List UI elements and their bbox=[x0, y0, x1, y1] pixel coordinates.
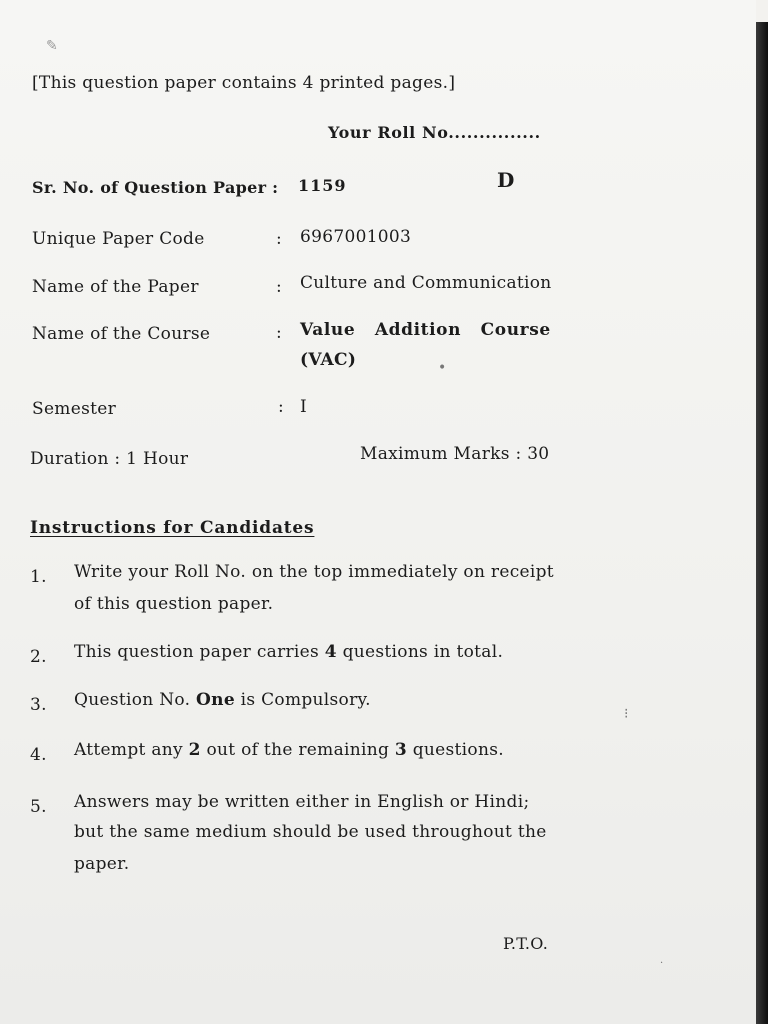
paper-code-colon: : bbox=[276, 229, 283, 249]
paper-name-label: Name of the Paper bbox=[32, 277, 199, 297]
ink-speck: ⁝ bbox=[624, 706, 629, 722]
course-name-value-line2: (VAC) bbox=[300, 350, 357, 370]
paper-name-value: Culture and Communication bbox=[300, 273, 552, 293]
paper-code-label: Unique Paper Code bbox=[32, 229, 205, 249]
roll-no-field: Your Roll No............... bbox=[328, 123, 541, 142]
instruction-number: 1. bbox=[30, 567, 47, 587]
instruction-line: Question No. One is Compulsory. bbox=[74, 690, 371, 710]
instruction-number: 4. bbox=[30, 745, 47, 765]
course-name-colon: : bbox=[276, 323, 283, 343]
instruction-line: This question paper carries 4 questions in total. bbox=[74, 642, 504, 662]
semester-colon: : bbox=[278, 397, 285, 417]
instructions-heading: Instructions for Candidates bbox=[30, 518, 315, 538]
sr-no-label: Sr. No. of Question Paper : bbox=[32, 178, 279, 197]
ink-dot: • bbox=[438, 360, 447, 376]
paper-name-colon: : bbox=[276, 277, 283, 297]
instruction-number: 2. bbox=[30, 647, 47, 667]
semester-value: I bbox=[300, 397, 308, 417]
please-turn-over: P.T.O. bbox=[503, 934, 549, 953]
semester-label: Semester bbox=[32, 399, 117, 419]
instruction-line: but the same medium should be used throughout the bbox=[74, 822, 547, 842]
desk-edge-shadow bbox=[756, 22, 768, 1024]
instruction-number: 3. bbox=[30, 695, 47, 715]
duration: Duration : 1 Hour bbox=[30, 449, 189, 469]
instruction-line: of this question paper. bbox=[74, 594, 274, 614]
set-letter: D bbox=[497, 168, 515, 192]
paper-code-value: 6967001003 bbox=[300, 227, 412, 247]
course-name-label: Name of the Course bbox=[32, 324, 211, 344]
instruction-line: paper. bbox=[74, 854, 130, 874]
sr-no-value: 1159 bbox=[298, 176, 347, 195]
instruction-line: Write your Roll No. on the top immediately on receipt bbox=[74, 562, 554, 582]
printed-pages-note: [This question paper contains 4 printed pages.] bbox=[32, 73, 456, 93]
pen-mark-icon: ✎ bbox=[46, 38, 58, 54]
instruction-line: Answers may be written either in English or Hindi; bbox=[74, 792, 530, 812]
instruction-line: Attempt any 2 out of the remaining 3 questions. bbox=[74, 740, 504, 760]
instruction-number: 5. bbox=[30, 797, 47, 817]
ink-speck: · bbox=[660, 958, 664, 969]
course-name-value-line1: Value Addition Course bbox=[300, 320, 551, 340]
maximum-marks: Maximum Marks : 30 bbox=[360, 444, 550, 464]
